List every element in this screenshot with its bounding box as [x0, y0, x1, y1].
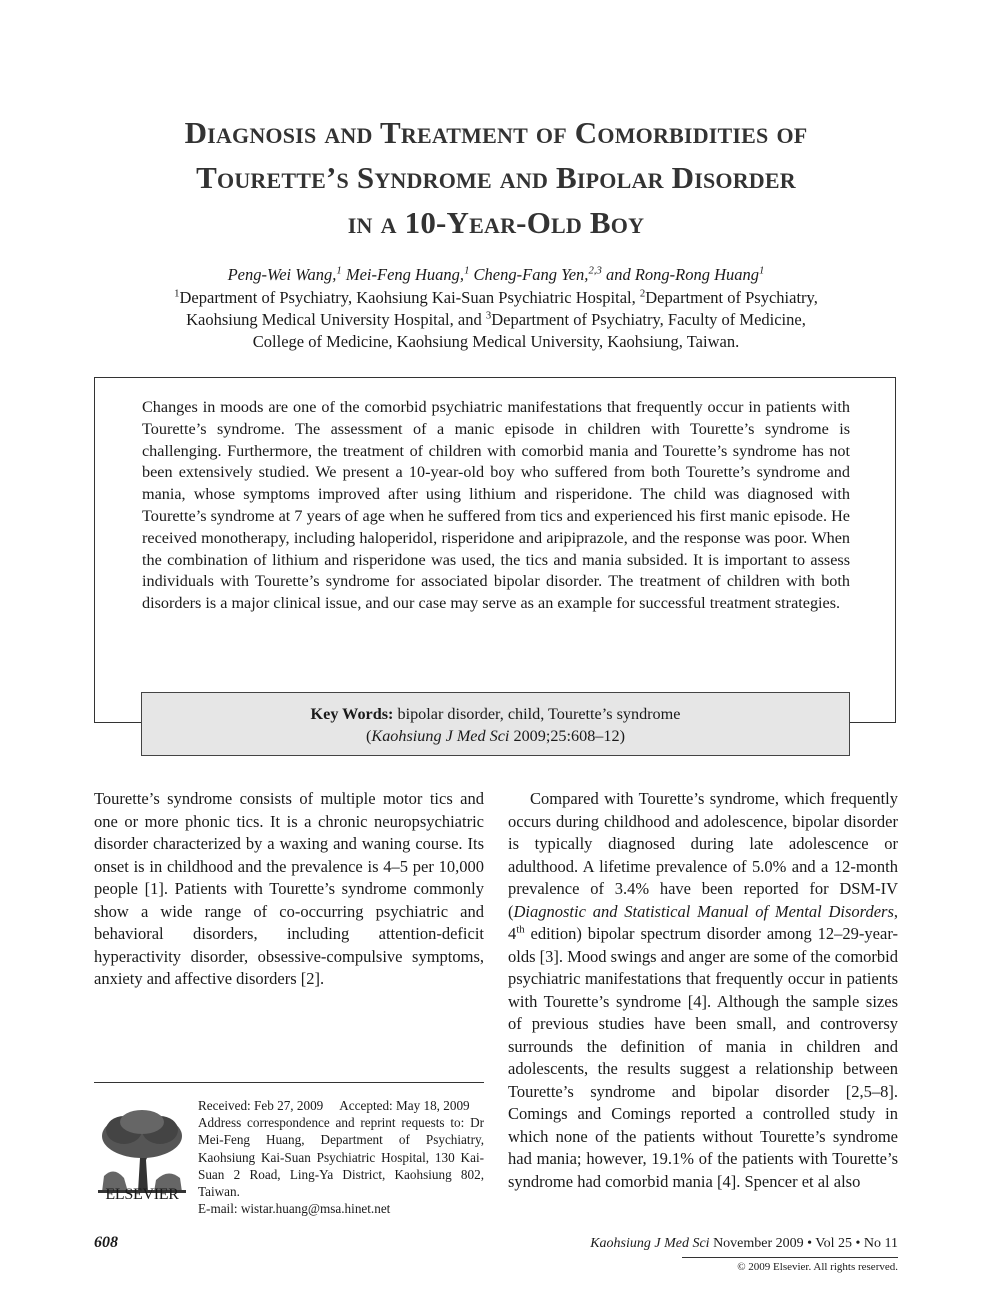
correspondence-footnote [198, 1097, 484, 1217]
affil-sup: 3 [485, 309, 492, 322]
author-1-affil: 1 [336, 264, 342, 277]
author-2: Mei-Feng Huang, [341, 265, 465, 284]
keywords-label: Key Words: [310, 705, 394, 723]
journal-footer [590, 1236, 898, 1252]
dates-line [198, 1097, 484, 1114]
keywords-box [141, 692, 850, 756]
elsevier-wordmark: ELSEVIER [105, 1186, 179, 1203]
copyright-notice: © 2009 Elsevier. All rights reserved. [737, 1261, 898, 1273]
title-line-3: in a 10-Year-Old Boy [347, 205, 645, 240]
author-4-affil: 1 [759, 264, 765, 277]
keywords-text: bipolar disorder, child, Tourette’s syndrome [393, 705, 681, 723]
body-text: , 4 [508, 901, 898, 943]
ordinal-sup: th [516, 923, 525, 936]
body-left-column: Tourette’s syndrome consists of multiple motor tics and one or more phonic tics. It is a chronic neuropsychiatric disorder characterized by a waxing and waning course. Its onset is in childhood and the prevalence is 4–5 per 10,000 people [1]. Patients with Tourette’s syndrome commonly show a wide range of co-occurring psychiatric and behavioral disorders, including attention-deficit hyperactivity disorder, obsessive-compulsive symptoms, anxiety and affective disorders [2]. [94, 789, 484, 988]
body-right-column [508, 788, 898, 1193]
article-title [60, 110, 932, 245]
keywords-line [142, 703, 849, 725]
author-list [40, 264, 952, 286]
affil-sup: 1 [174, 287, 180, 300]
affil-text: Department of Psychiatry, [645, 288, 818, 307]
received-date: Received: Feb 27, 2009 [198, 1098, 324, 1113]
author-3-affil: 2,3 [588, 264, 602, 277]
author-3: Cheng-Fang Yen, [469, 265, 589, 284]
author-4: and Rong-Rong Huang [601, 265, 760, 284]
affil-text: Department of Psychiatry, Kaohsiung Kai-Suan Psychiatric Hospital, [179, 288, 640, 307]
body-italic: Diagnostic and Statistical Manual of Mental Disorders [513, 901, 894, 921]
affiliation-line-2 [40, 309, 952, 331]
body-text: Compared with Tourette’s syndrome, which frequently occurs during childhood and adolescence, bipolar disorder is typically diagnosed during late adolescence or adulthood. A lifetime prevalence of 5.0% and a 12-month prevalence of 3.4% have been reported for DSM-IV ( [508, 789, 898, 921]
correspondence-address: Address correspondence and reprint requests to: Dr Mei-Feng Huang, Department of Psychiatry, Kaohsiung Kai-Suan Psychiatric Hospital, 130 Kai-Suan 2 Road, Ling-Ya District, Kaohsiung 802, Taiwan. [198, 1115, 484, 1200]
abstract: Changes in moods are one of the comorbid psychiatric manifestations that frequently occur in patients with Tourette’s syndrome. The assessment of a manic episode in children with Tourette’s syndrome is challenging. Furthermore, the treatment of children with comorbid mania and Tourette’s syndrome has not been extensively studied. We present a 10-year-old boy who suffered from both Tourette’s syndrome and mania, whose symptoms improved after using lithium and risperidone. The child was diagnosed with Tourette’s syndrome at 7 years of age when he suffered from tics and experienced his first manic episode. He received monotherapy, including haloperidol, risperidone and aripiprazole, and the response was poor. When the combination of lithium and risperidone was used, the tics and mania subsided. It is important to assess individuals with Tourette’s syndrome for associated bipolar disorder. The treatment of children with both disorders is a major clinical issue, and our case may serve as an example for successful treatment strategies. [142, 398, 850, 613]
accepted-date: Accepted: May 18, 2009 [339, 1098, 470, 1113]
footer-issue: November 2009 • Vol 25 • No 11 [709, 1236, 898, 1251]
body-text: edition) bipolar spectrum disorder among 12–29-year-olds [3]. Mood swings and anger are some of the comorbid psychiatric manifestations that frequently occur in patients with Tourette’s syndrome [4]. Although the sample sizes of previous studies have been small, and controversy surrounds the definition of mania in children and adolescents, the results suggest a relationship between Tourette’s syndrome and bipolar disorder [2,5–8]. Comings and Comings reported a controlled study in which none of the patients without Tourette’s syndrome had mania; however, 19.1% of the patients with Tourette’s syndrome had comorbid mania [4]. Spencer et al also [508, 924, 898, 1191]
footnote-divider [94, 1082, 484, 1083]
affil-text: Kaohsiung Medical University Hospital, and [186, 310, 486, 329]
author-2-affil: 1 [464, 264, 470, 277]
affiliations [40, 287, 952, 353]
affiliation-line-1 [40, 287, 952, 309]
page-number: 608 [94, 1234, 118, 1251]
citation-rest: 2009;25:608–12) [509, 727, 625, 745]
copyright-divider [682, 1257, 898, 1258]
citation-paren: ( [366, 727, 372, 745]
title-line-1: Diagnosis and Treatment of Comorbidities of [184, 115, 808, 150]
affil-sup: 2 [639, 287, 646, 300]
correspondence-email: E-mail: wistar.huang@msa.hinet.net [198, 1201, 391, 1217]
author-1: Peng-Wei Wang, [227, 265, 337, 284]
citation-journal: Kaohsiung J Med Sci [371, 727, 510, 745]
citation-line [142, 725, 849, 747]
footer-journal-name: Kaohsiung J Med Sci [590, 1236, 710, 1251]
title-line-2: Tourette’s Syndrome and Bipolar Disorder [196, 160, 796, 195]
affiliation-line-3: College of Medicine, Kaohsiung Medical University, Kaohsiung, Taiwan. [252, 332, 740, 351]
affil-text: Department of Psychiatry, Faculty of Medicine, [491, 310, 806, 329]
